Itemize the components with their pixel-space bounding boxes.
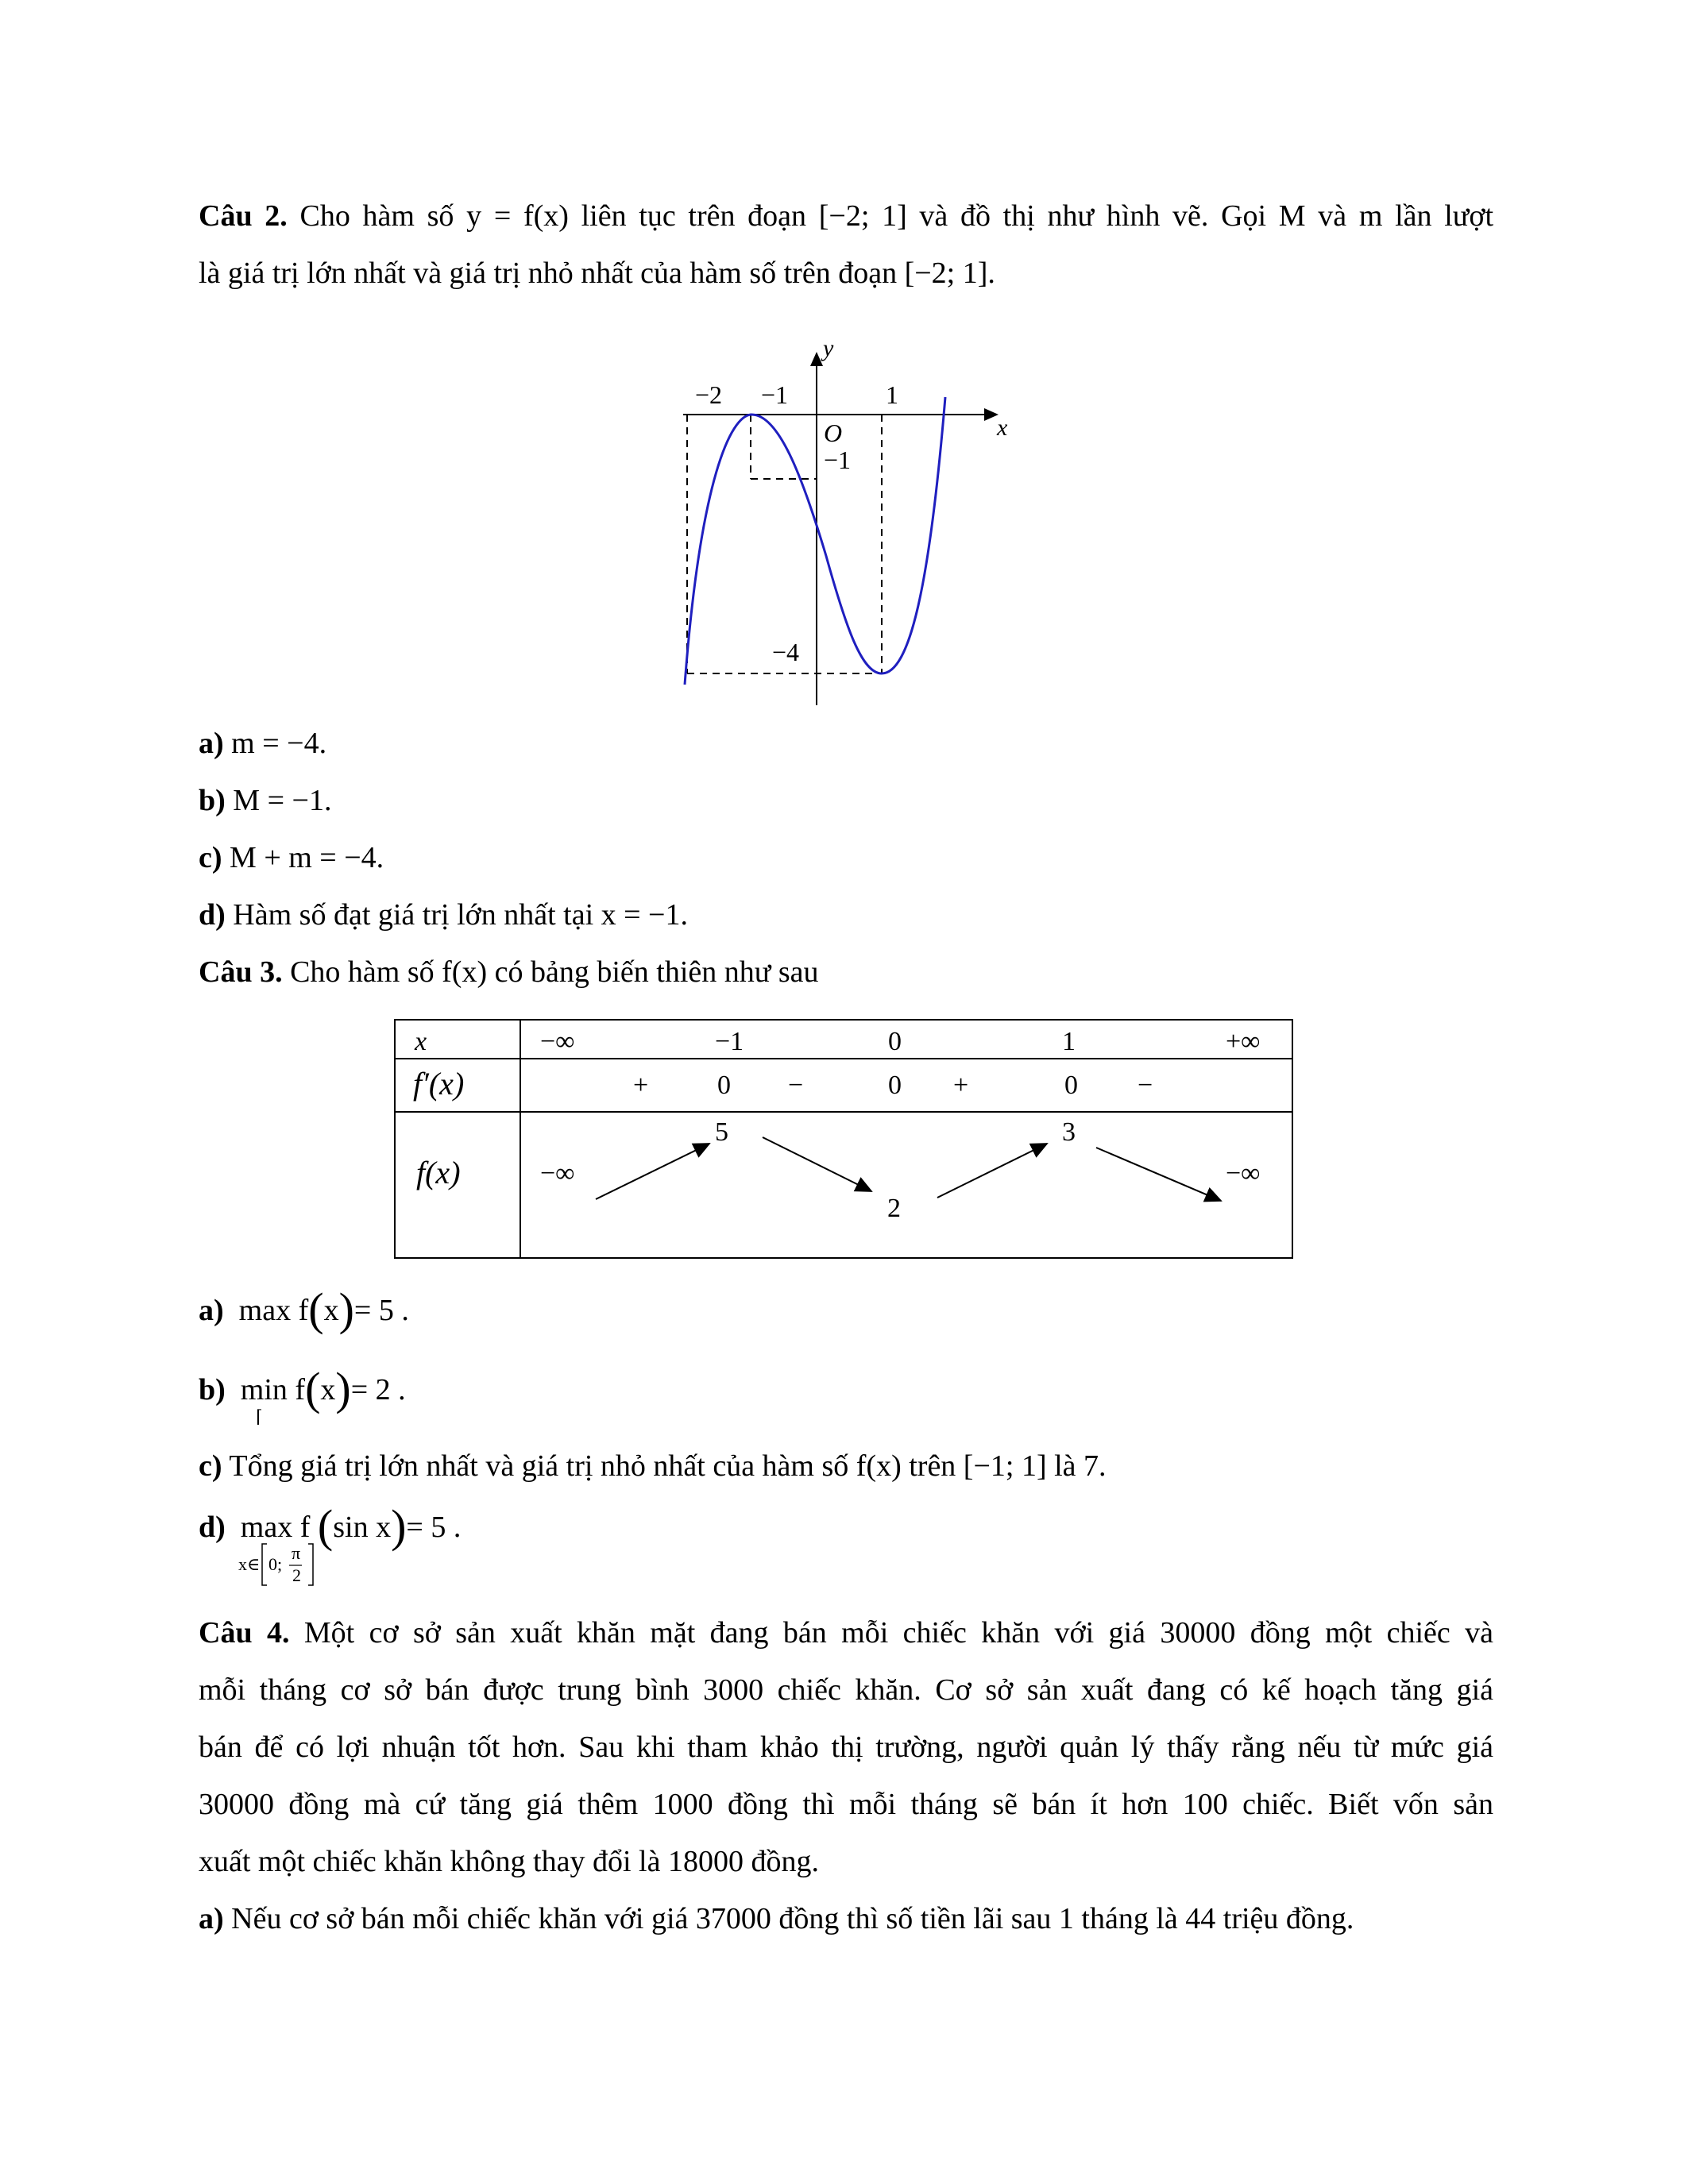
x-tick-minus1: −1: [761, 380, 789, 409]
q2-option-a: a) m = −4.: [199, 727, 327, 760]
q2-option-c: c) M + m = −4.: [199, 841, 384, 874]
x-tick-minus2: −2: [695, 380, 723, 409]
q2-option-b: b) M = −1.: [199, 784, 332, 817]
q3-variation-table: [393, 1018, 1299, 1264]
q3-option-b-subscript: ⌈: [256, 1406, 263, 1426]
sign-6: 0: [1064, 1071, 1078, 1100]
sign-7: −: [1138, 1071, 1153, 1100]
q4-line1: Câu 4. Một cơ sở sản xuất khăn mặt đang bán mỗi chiếc khăn với giá 30000 đồng một chiếc và: [199, 1616, 1494, 1650]
q3-option-d: d) max f (sin x)= 5 .: [199, 1500, 462, 1552]
q2-option-d: d) Hàm số đạt giá trị lớn nhất tại x = −1.: [199, 898, 688, 932]
table-row-x-label: x: [415, 1027, 427, 1056]
q3-option-a: a) max f(x)= 5 .: [199, 1283, 409, 1335]
table-x-0: 0: [888, 1027, 902, 1056]
q3-option-d-subscript: x∈ 0; π 2: [238, 1541, 318, 1588]
q4-option-a: a) Nếu cơ sở bán mỗi chiếc khăn với giá 37000 đồng thì số tiền lãi sau 1 tháng là 44 triệu đồng.: [199, 1902, 1354, 1935]
y-tick-minus4: −4: [772, 638, 800, 666]
table-row-f-label: f(x): [416, 1155, 461, 1190]
sign-4: 0: [888, 1071, 902, 1100]
q3-option-c: c) Tổng giá trị lớn nhất và giá trị nhỏ nhất của hàm số f(x) trên [−1; 1] là 7.: [199, 1449, 1107, 1483]
arrow-down-1: [763, 1137, 871, 1191]
q2-label: Câu 2.: [199, 199, 288, 233]
q3-line1: Câu 3. Cho hàm số f(x) có bảng biến thiên như sau: [199, 955, 819, 989]
table-x-minus1: −1: [715, 1027, 744, 1056]
q2-function-graph: [651, 334, 1033, 715]
arrow-up-2: [937, 1144, 1047, 1198]
function-curve: [685, 397, 945, 685]
q4-line2: mỗi tháng cơ sở bán được trung bình 3000 chiếc khăn. Cơ sở sản xuất đang có kế hoạch tăng giá: [199, 1673, 1493, 1707]
table-row-fprime-label: f′(x): [413, 1066, 465, 1102]
q4-line5: xuất một chiếc khăn không thay đổi là 18000 đồng.: [199, 1845, 819, 1878]
f-value-neg-inf-left: −∞: [540, 1159, 575, 1188]
q4-label: Câu 4.: [199, 1616, 290, 1650]
f-value-3: 3: [1062, 1117, 1076, 1147]
q4-line3: bán để có lợi nhuận tốt hơn. Sau khi tham khảo thị trường, người quản lý thấy rằng nếu từ mức giá: [199, 1731, 1493, 1764]
x-tick-1: 1: [886, 380, 898, 409]
table-x-neg-inf: −∞: [540, 1027, 575, 1056]
y-axis-label: y: [823, 335, 834, 361]
y-tick-minus1: −1: [824, 446, 852, 474]
q3-option-b: b) min f(x)= 2 .: [199, 1363, 406, 1414]
q2-line1: [199, 197, 1493, 235]
sign-5: +: [953, 1071, 969, 1100]
q2-text-line1: Cho hàm số y = f(x) liên tục trên đoạn [−2; 1] và đồ thị như hình vẽ. Gọi M và m lần lượt: [299, 199, 1494, 233]
q2-line2: là giá trị lớn nhất và giá trị nhỏ nhất của hàm số trên đoạn [−2; 1].: [199, 257, 995, 290]
origin-label: O: [824, 419, 843, 447]
sign-2: 0: [717, 1071, 731, 1100]
f-value-2: 2: [887, 1194, 901, 1223]
table-x-1: 1: [1062, 1027, 1076, 1056]
table-x-pos-inf: +∞: [1226, 1027, 1261, 1056]
f-value-5: 5: [715, 1117, 728, 1147]
sign-3: −: [788, 1071, 804, 1100]
q3-label: Câu 3.: [199, 955, 283, 989]
q4-line4: 30000 đồng mà cứ tăng giá thêm 1000 đồng thì mỗi tháng sẽ bán ít hơn 100 chiếc. Biết vốn sản: [199, 1788, 1493, 1821]
arrow-up-1: [596, 1144, 709, 1199]
x-axis-label: x: [997, 415, 1008, 441]
arrow-down-2: [1096, 1148, 1221, 1201]
f-value-neg-inf-right: −∞: [1226, 1159, 1261, 1188]
sign-1: +: [633, 1071, 649, 1100]
